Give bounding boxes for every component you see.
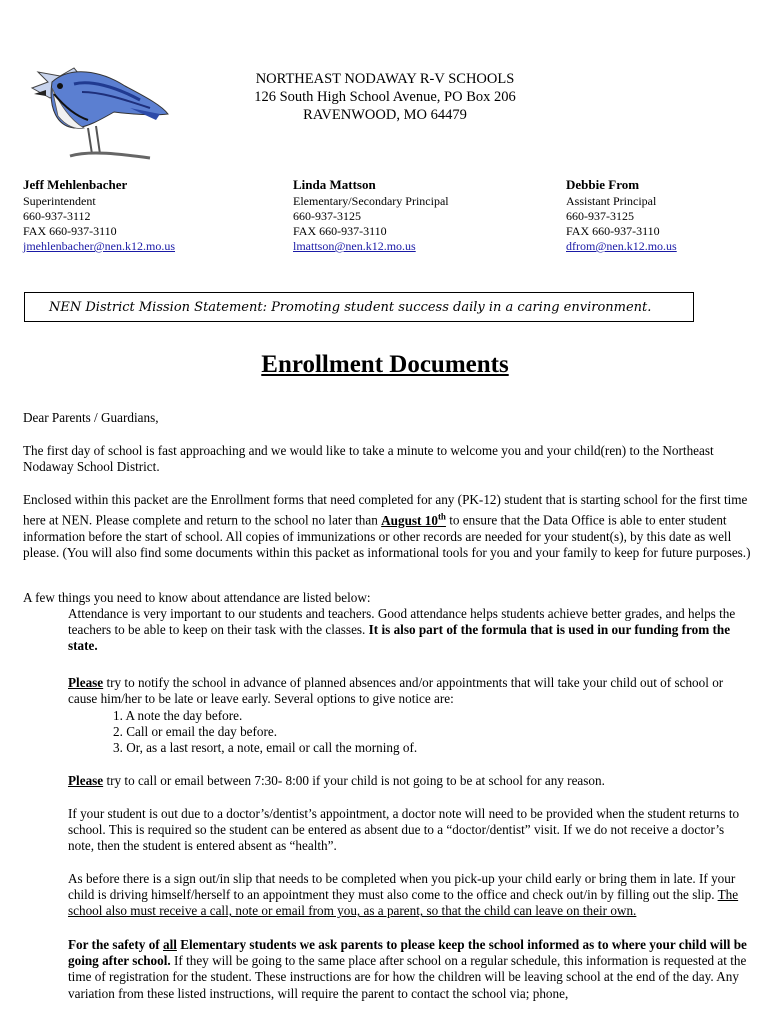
signout-requirement: The school also must receive a call, note or email from you, as a parent, so that the child can leave on their own. bbox=[68, 887, 739, 919]
safety-text: If they will be going to the same place after school on a regular schedule, this information is requested at the time of registration for the student. These instructions are for how the children will be leaving school at the end of the day. Any variation from these listed instructions, will require the parent to contact the school via; phone, bbox=[68, 953, 747, 1001]
notify-text: try to notify the school in advance of planned absences and/or appointments that will take your child out of school or cause him/her to be late or leave early. Several options to give notice are: bbox=[68, 675, 724, 707]
staff-title: Superintendent bbox=[23, 194, 96, 208]
notice-option: 2. Call or email the day before. bbox=[113, 724, 278, 739]
deadline-suffix: th bbox=[437, 511, 446, 522]
signout-paragraph bbox=[68, 871, 753, 920]
letter-greeting: Dear Parents / Guardians, bbox=[23, 410, 159, 425]
enclosed-text-b: to ensure that the Data Office is able to enter student information before the start of school. All copies of immunizations or other records are needed for your student(s), by this date as well please. (You will also find some documents within this packet as informational tools for you and your family to keep for future purposes.) bbox=[23, 512, 751, 560]
attendance-paragraph bbox=[68, 606, 753, 655]
staff-principal bbox=[293, 177, 483, 254]
doctor-note-paragraph: If your student is out due to a doctor’s/dentist’s appointment, a doctor note will need to be provided when the student returns to school. This is required so the student can be entered as absent due to a “doctor/dentist” visit. If we do not receive a doctor’s note, then the student is entered absent as “health”. bbox=[68, 806, 740, 854]
signout-text: As before there is a sign out/in slip that needs to be completed when you pick-up your child early or bring them in late. If your child is driving himself/herself to an appointment they must also come to the office and check out/in by filling out the slip. bbox=[68, 871, 736, 903]
call-paragraph bbox=[68, 773, 753, 789]
staff-title: Assistant Principal bbox=[566, 194, 657, 208]
staff-name: Linda Mattson bbox=[293, 177, 376, 192]
please-emphasis: Please bbox=[68, 773, 104, 788]
staff-fax: FAX 660-937-3110 bbox=[566, 224, 660, 238]
staff-fax: FAX 660-937-3110 bbox=[23, 224, 117, 238]
safety-notice: For the safety of all Elementary students we ask parents to please keep the school informed as to where your child will be going after school. bbox=[68, 937, 747, 969]
staff-name: Debbie From bbox=[566, 177, 640, 192]
school-name: NORTHEAST NODAWAY R-V SCHOOLS bbox=[255, 71, 515, 87]
staff-title: Elementary/Secondary Principal bbox=[293, 194, 449, 208]
staff-email-link[interactable]: jmehlenbacher@nen.k12.mo.us bbox=[23, 239, 176, 253]
staff-fax: FAX 660-937-3110 bbox=[293, 224, 387, 238]
staff-phone: 660-937-3125 bbox=[566, 209, 634, 223]
safety-paragraph bbox=[68, 937, 753, 1002]
enclosed-paragraph bbox=[23, 492, 753, 561]
all-emphasis: all bbox=[162, 937, 177, 952]
school-address: 126 South High School Avenue, PO Box 206 bbox=[254, 89, 516, 105]
notice-option: 3. Or, as a last resort, a note, email or call the morning of. bbox=[113, 740, 418, 755]
attendance-funding-note: It is also part of the formula that is used in our funding from the state. bbox=[68, 622, 731, 654]
mission-statement: NEN District Mission Statement: Promoting student success daily in a caring environment. bbox=[24, 292, 694, 322]
attendance-text: Attendance is very important to our students and teachers. Good attendance helps students achieve better grades, and helps the teachers to be able to keep on their task with the classes. bbox=[68, 606, 736, 638]
notify-paragraph bbox=[68, 675, 753, 707]
please-emphasis: Please bbox=[68, 675, 104, 690]
staff-phone: 660-937-3112 bbox=[23, 209, 91, 223]
enclosed-text-a: Enclosed within this packet are the Enrollment forms that need completed for any (PK-12) student that is starting school for the first time here at NEN. Please complete and return to the school no later than bbox=[23, 492, 748, 528]
blue-jay-logo bbox=[30, 58, 170, 168]
staff-superintendent bbox=[23, 177, 213, 254]
staff-name: Jeff Mehlenbacher bbox=[23, 177, 128, 192]
staff-email-link[interactable]: dfrom@nen.k12.mo.us bbox=[566, 239, 677, 253]
school-city: RAVENWOOD, MO 64479 bbox=[303, 107, 467, 123]
notice-option: 1. A note the day before. bbox=[113, 708, 243, 723]
document-title: Enrollment Documents bbox=[261, 351, 509, 378]
staff-phone: 660-937-3125 bbox=[293, 209, 361, 223]
staff-email-link[interactable]: lmattson@nen.k12.mo.us bbox=[293, 239, 416, 253]
intro-paragraph: The first day of school is fast approaching and we would like to take a minute to welcome you and your child(ren) to the Northeast Nodaway School District. bbox=[23, 443, 714, 475]
staff-assistant-principal bbox=[566, 177, 756, 254]
call-text: try to call or email between 7:30- 8:00 if your child is not going to be at school for any reason. bbox=[103, 773, 605, 788]
deadline-date: August 10th bbox=[381, 511, 446, 528]
attendance-intro: A few things you need to know about attendance are listed below: bbox=[23, 590, 371, 605]
